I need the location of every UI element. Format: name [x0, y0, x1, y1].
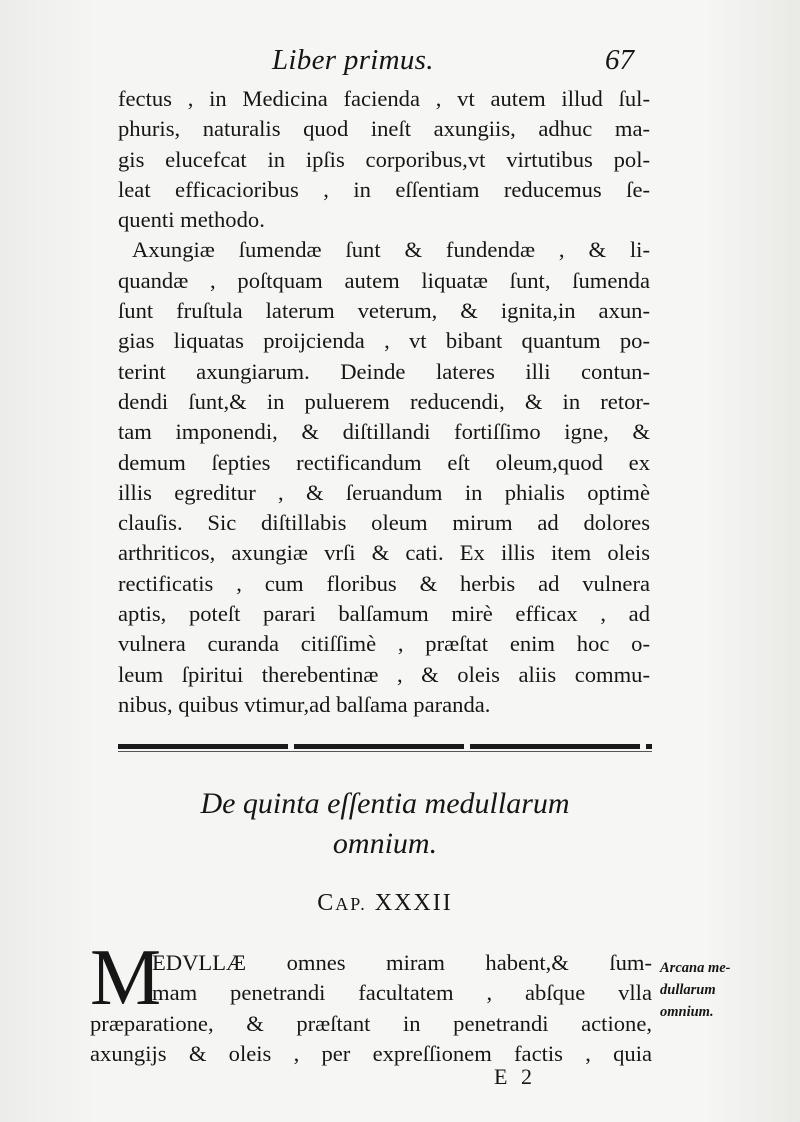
text-line: clauſis. Sic diſtillabis oleum mirum ad dolores: [118, 510, 650, 536]
text-line: axungijs & oleis , per expreſſionem factis , quia: [90, 1040, 652, 1066]
text-line: nibus, quibus vtimur,ad balſama paranda.: [118, 691, 491, 717]
text-line: præparatione, & præſtant in penetrandi actione,: [90, 1010, 652, 1036]
signature-mark: E 2: [494, 1064, 536, 1089]
text-line: gis elucefcat in ipſis corporibus,vt virtutibus pol-: [118, 146, 650, 172]
chapter-prefix: C: [317, 890, 336, 916]
text-line: EDVLLÆ omnes miram habent,& ſum-: [152, 950, 652, 975]
text-line: Axungiæ ſumendæ ſunt & fundendæ , & li-: [132, 237, 650, 263]
text-line: quandæ , poſtquam autem liquatæ ſunt, ſumenda: [118, 267, 650, 293]
text-line: illis egreditur , & ſeruandum in phialis optimè: [118, 479, 650, 505]
text-line: rectificatis , cum floribus & herbis ad vulnera: [118, 570, 650, 596]
page-number: 67: [605, 44, 634, 76]
text-line: fectus , in Medicina facienda , vt autem illud ſul-: [118, 86, 650, 111]
margin-note: [660, 957, 770, 1023]
text-line: arthriticos, axungiæ vrſi & cati. Ex illis item oleis: [118, 540, 650, 566]
margin-note-line: dullarum: [660, 982, 716, 998]
text-line: mam penetrandi facultatem , abſque vlla: [152, 980, 652, 1006]
text-line: dendi ſunt,& in puluerem reducendi, & in retor-: [118, 388, 650, 414]
chapter-prefix-smallcaps: AP.: [335, 894, 367, 914]
text-line: gias liquatas proijcienda , vt bibant quantum po-: [118, 328, 650, 354]
text-line: vulnera curanda citiſſimè , præſtat enim hoc o-: [118, 631, 650, 657]
chapter-number: XXXII: [374, 890, 453, 916]
section-title: [118, 784, 652, 864]
drop-cap: M: [90, 934, 162, 1022]
text-line: leum ſpiritui therebentinæ , & oleis aliis commu-: [118, 661, 650, 687]
text-line: phuris, naturalis quod ineſt axungiis, adhuc ma-: [118, 116, 650, 142]
section-divider-hairline: [118, 751, 652, 752]
chapter-text: [90, 934, 652, 1069]
margin-note-line: omnium.: [660, 1004, 714, 1020]
text-line: quenti methodo.: [118, 207, 265, 233]
text-line: ſunt fruſtula laterum veterum, & ignita,in axun-: [118, 298, 650, 324]
section-divider-rule: [118, 744, 652, 749]
text-line: aptis, poteſt parari balſamum mirè efficax , ad: [118, 601, 650, 627]
text-line: demum ſepties rectificandum eſt oleum,quod ex: [118, 449, 650, 475]
margin-note-line: Arcana me-: [660, 960, 731, 976]
text-line: tam imponendi, & diſtillandi fortiſſimo igne, &: [118, 419, 650, 445]
running-head: Liber primus.: [272, 44, 434, 76]
text-line: terint axungiarum. Deinde lateres illi contun-: [118, 358, 650, 384]
chapter-heading: [118, 890, 652, 917]
section-title-line: omnium.: [332, 827, 438, 860]
section-title-line: De quinta eſſentia medullarum: [200, 787, 570, 820]
text-line: leat efficacioribus , in eſſentiam reducemus ſe-: [118, 176, 650, 202]
body-text: [118, 84, 650, 720]
